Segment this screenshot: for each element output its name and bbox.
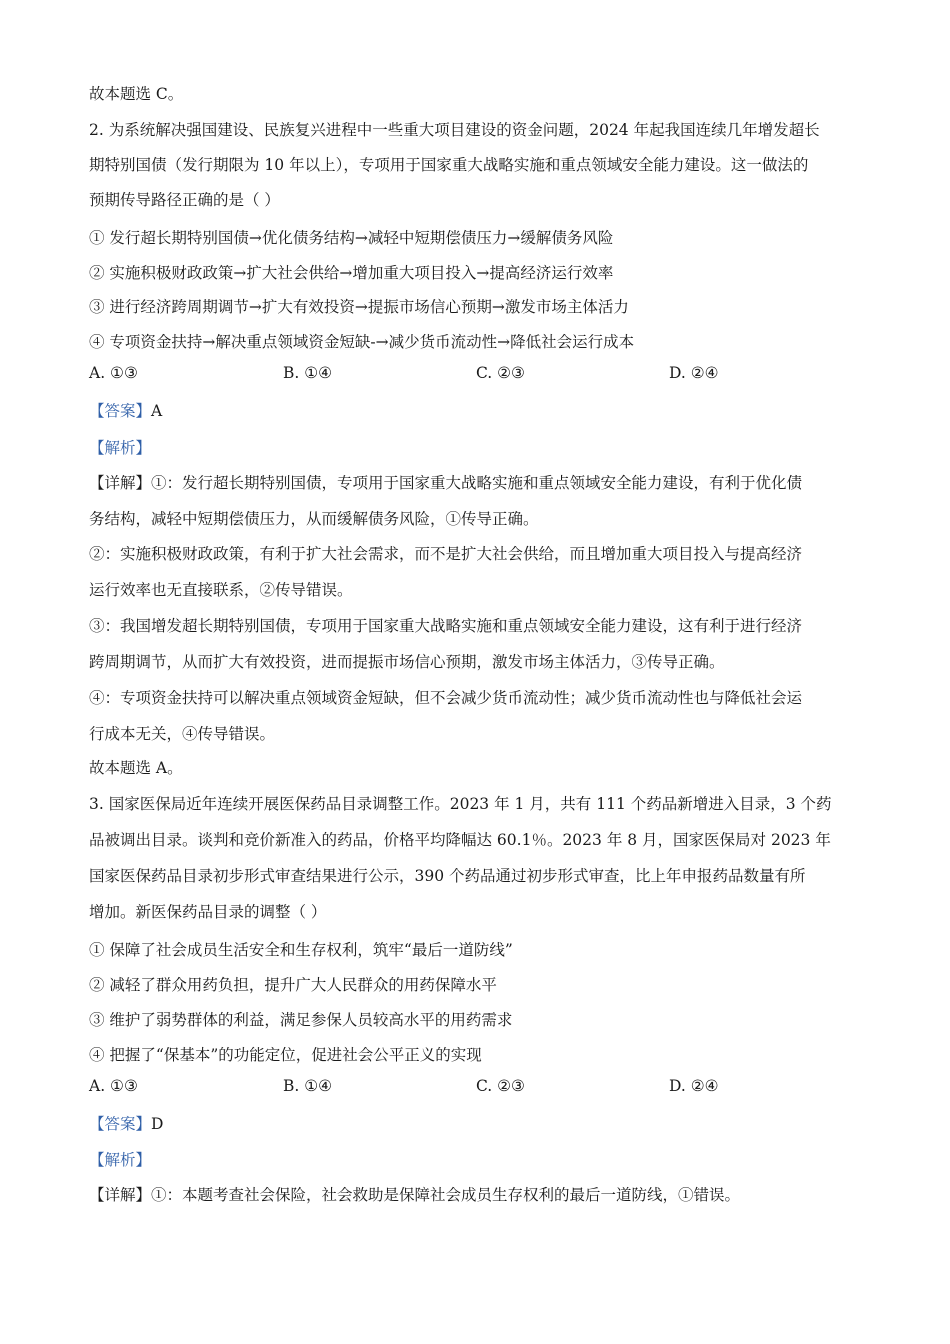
q2-option-b: B. ①④ (283, 364, 333, 382)
q2-detail-line-8: 行成本无关，④传导错误。 (89, 725, 276, 743)
q2-answer (89, 399, 162, 421)
q3-answer (89, 1112, 163, 1134)
q2-item-1: ① 发行超长期特别国债→优化债务结构→减轻中短期偿债压力→缓解债务风险 (89, 229, 614, 247)
q3-stem-line-4: 增加。新医保药品目录的调整（ ） (89, 903, 327, 921)
q3-detail-line-1: 【详解】①：本题考查社会保险，社会救助是保障社会成员生存权利的最后一道防线，①错误。 (89, 1186, 741, 1204)
q3-item-3: ③ 维护了弱势群体的利益，满足参保人员较高水平的用药需求 (89, 1011, 513, 1029)
q2-item-2: ② 实施积极财政政策→扩大社会供给→增加重大项目投入→提高经济运行效率 (89, 264, 614, 282)
q2-stem-line-1: 2. 为系统解决强国建设、民族复兴进程中一些重大项目建设的资金问题，2024 年起我国连续几年增发超长 (89, 121, 820, 139)
q2-analysis-label: 【解析】 (89, 439, 152, 457)
q2-answer-value: A (151, 402, 163, 420)
q1-conclusion: 故本题选 C。 (89, 85, 184, 103)
q2-stem-line-2: 期特别国债（发行期限为 10 年以上），专项用于国家重大战略实施和重点领域安全能力建设。这一做法的 (89, 156, 809, 174)
q2-conclusion: 故本题选 A。 (89, 759, 183, 777)
q2-stem-line-3: 预期传导路径正确的是（ ） (89, 191, 280, 209)
q3-stem-line-2: 品被调出目录。谈判和竞价新准入的药品，价格平均降幅达 60.1％。2023 年 8 月，国家医保局对 2023 年 (89, 831, 831, 849)
q3-option-d: D. ②④ (669, 1077, 719, 1095)
q3-item-4: ④ 把握了“保基本”的功能定位，促进社会公平正义的实现 (89, 1046, 482, 1064)
q2-detail-line-5: ③：我国增发超长期特别国债，专项用于国家重大战略实施和重点领域安全能力建设，这有利于进行经济 (89, 617, 803, 635)
q2-detail-line-2: 务结构，减轻中短期偿债压力，从而缓解债务风险，①传导正确。 (89, 510, 539, 528)
q2-answer-label: 【答案】 (89, 402, 152, 420)
q3-stem-line-1: 3. 国家医保局近年连续开展医保药品目录调整工作。2023 年 1 月，共有 111 个药品新增进入目录，3 个药 (89, 795, 832, 813)
q2-item-3: ③ 进行经济跨周期调节→扩大有效投资→提振市场信心预期→激发市场主体活力 (89, 298, 629, 316)
q2-detail-line-6: 跨周期调节，从而扩大有效投资，进而提振市场信心预期，激发市场主体活力，③传导正确。 (89, 653, 725, 671)
q3-item-1: ① 保障了社会成员生活安全和生存权利，筑牢“最后一道防线” (89, 941, 513, 959)
q2-detail-line-1: 【详解】①：发行超长期特别国债，专项用于国家重大战略实施和重点领域安全能力建设，有利于优化债 (89, 474, 803, 492)
q3-option-b: B. ①④ (283, 1077, 333, 1095)
q2-detail-line-3: ②：实施积极财政政策，有利于扩大社会需求，而不是扩大社会供给，而且增加重大项目投入与提高经济 (89, 545, 803, 563)
q3-option-a: A. ①③ (89, 1077, 138, 1095)
q3-answer-value: D (151, 1115, 164, 1133)
q2-item-4: ④ 专项资金扶持→解决重点领域资金短缺-→减少货币流动性→降低社会运行成本 (89, 333, 635, 351)
q3-stem-line-3: 国家医保药品目录初步形式审查结果进行公示，390 个药品通过初步形式审查，比上年申报药品数量有所 (89, 867, 806, 885)
q2-detail-line-4: 运行效率也无直接联系，②传导错误。 (89, 581, 353, 599)
q3-option-c: C. ②③ (476, 1077, 525, 1095)
q3-item-2: ② 减轻了群众用药负担，提升广大人民群众的用药保障水平 (89, 976, 497, 994)
q3-answer-label: 【答案】 (89, 1115, 152, 1133)
q3-analysis-label: 【解析】 (89, 1151, 152, 1169)
q3-detail-label: 【详解】 (89, 1186, 152, 1204)
q2-option-c: C. ②③ (476, 364, 525, 382)
q2-option-a: A. ①③ (89, 364, 138, 382)
q2-detail-label: 【详解】 (89, 474, 152, 492)
q2-option-d: D. ②④ (669, 364, 719, 382)
q2-detail-line-7: ④：专项资金扶持可以解决重点领域资金短缺，但不会减少货币流动性；减少货币流动性也与降低社会运 (89, 689, 803, 707)
